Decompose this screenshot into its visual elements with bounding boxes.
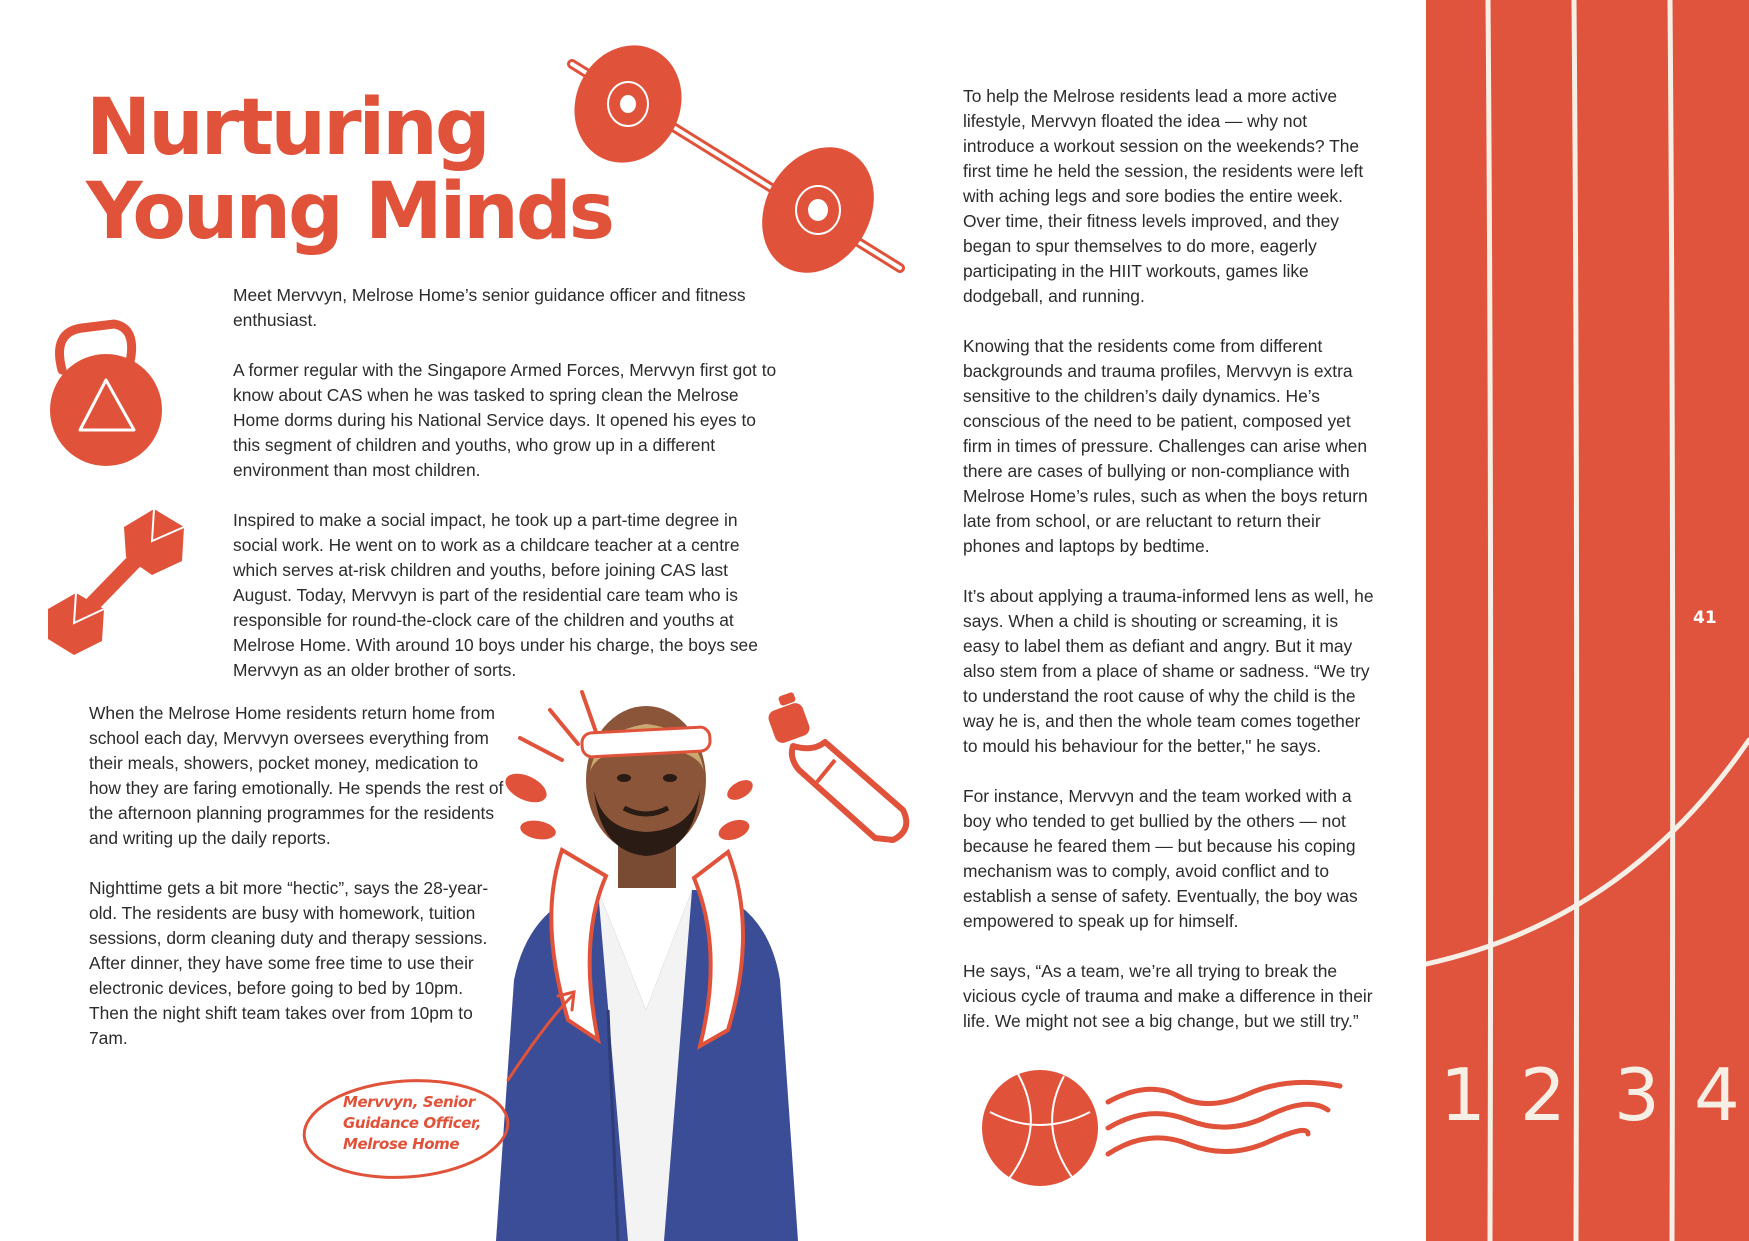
dumbbell-icon xyxy=(42,505,192,657)
article-title xyxy=(86,83,613,257)
left-column-text xyxy=(89,701,504,1076)
intro-paragraph: Meet Mervvyn, Melrose Home’s senior guidance officer and fitness enthusiast. xyxy=(233,285,746,330)
body-paragraph: He says, “As a team, we’re all trying to break the vicious cycle of trauma and make a difference in their life. We might not see a big change, but we still try.” xyxy=(963,961,1373,1031)
lane-number: 4 xyxy=(1694,1053,1740,1137)
body-paragraph: To help the Melrose residents lead a more active lifestyle, Mervvyn floated the idea — why not introduce a workout session on the weekends? The first time he held the session, the residents were left with aching legs and sore bodies the entire week. Over time, their fitness levels improved, and they began to spur themselves to do more, eagerly participating in the HIIT workouts, games like dodgeball, and running. xyxy=(963,86,1364,306)
body-paragraph: When the Melrose Home residents return home from school each day, Mervvyn oversees everything from their meals, showers, pocket money, medication to how they are faring emotionally. He spends the rest of the afternoon planning programmes for the residents and writing up the daily reports. xyxy=(89,703,504,848)
body-paragraph: For instance, Mervvyn and the team worked with a boy who tended to get bullied by the others — not because he feared them — but because his coping mechanism was to comply, avoid conflict and to establish a sense of safety. Eventually, the boy was empowered to speak up for himself. xyxy=(963,786,1358,931)
lane-number: 2 xyxy=(1520,1053,1566,1137)
photo-caption: Mervvyn, Senior Guidance Officer, Melrose Home xyxy=(343,1093,482,1153)
intro-text xyxy=(233,283,778,708)
right-column-text xyxy=(963,84,1375,1059)
intro-paragraph: Inspired to make a social impact, he took up a part-time degree in social work. He went on to work as a childcare teacher at a centre which serves at-risk children and youths, before joining CAS last August. Today, Mervvyn is part of the residential care team who is responsible for round-the-clock care of the children and youths at Melrose Home. With around 10 boys under his charge, the boys see Mervvyn as an older brother of sorts. xyxy=(233,510,758,680)
page-number: 41 xyxy=(1693,608,1717,628)
body-paragraph: Knowing that the residents come from different backgrounds and trauma profiles, Mervvyn is extra sensitive to the children’s daily dynamics. He’s conscious of the need to be patient, composed yet firm in times of pressure. Challenges can arise when there are cases of bullying or non-compliance with Melrose Home’s rules, such as when the boys return late from school, or are reluctant to return their phones and laptops by bedtime. xyxy=(963,336,1368,556)
title-line-1: Nurturing xyxy=(86,83,488,173)
lane-number: 1 xyxy=(1440,1053,1486,1137)
lane-number: 3 xyxy=(1614,1053,1660,1137)
body-paragraph: It’s about applying a trauma-informed lens as well, he says. When a child is shouting or screaming, it is easy to label them as defiant and angry. But it may also stem from a place of shame or sadness. “We try to understand the root cause of why the child is the way he is, and then the whole team comes together to mould his behaviour for the better," he says. xyxy=(963,586,1374,756)
body-paragraph: Nighttime gets a bit more “hectic”, says the 28-year-old. The residents are busy with homework, tuition sessions, dorm cleaning duty and therapy sessions. After dinner, they have some free time to use their electronic devices, before going to bed by 10pm. Then the night shift team takes over from 10pm to 7am. xyxy=(89,878,489,1048)
intro-paragraph: A former regular with the Singapore Armed Forces, Mervvyn first got to know about CAS when he was tasked to spring clean the Melrose Home dorms during his National Service days. It opened his eyes to this segment of children and youths, who grow up in a different environment than most children. xyxy=(233,360,777,480)
portrait-photo xyxy=(478,680,858,1241)
kettlebell-icon xyxy=(42,322,172,472)
ball-icon xyxy=(978,1068,1348,1188)
title-line-2: Young Minds xyxy=(86,167,613,257)
barbell-icon xyxy=(560,40,910,310)
